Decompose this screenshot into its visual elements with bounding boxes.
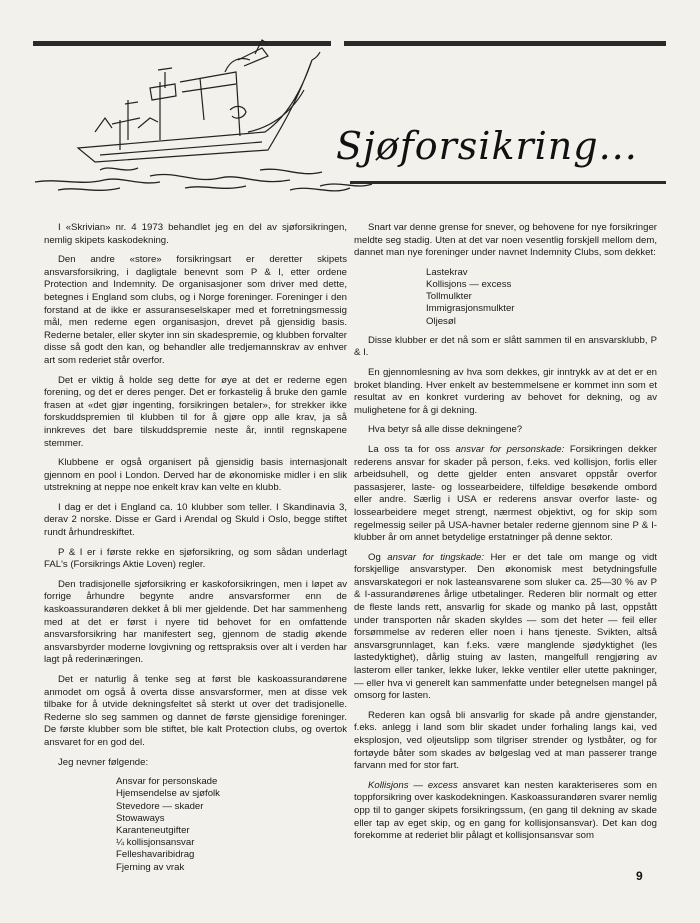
paragraph-body: ansvaret kan nesten karakteriseres som en toppforsikring over kaskodekningen. Kaskoassurandøren svarer nemlig opp til to ganger skipets forsikringssum, (en gang til dekning av skade eller tap av eget skip, og en gang for kollisjonsansvar). Det kan dog forekomme at rederiet blir pålagt et kollisjonsansvar som: [354, 779, 657, 842]
paragraph: Det er naturlig å tenke seg at først ble kaskoassurandørene anmodet om også å overta disse ansvarsformer, men at disse vek tilbake for å utvide dekningsfeltet så sterkt ut over det tradisjonelle. Rederne slo seg sammen og dannet de første gjensidige foreninger. De første klubber som ble stiftet, ble kalt Protection clubs, og overtok ansvaret for en god del.: [44, 674, 347, 748]
wave-lines: [35, 168, 372, 191]
paragraph: En gjennomlesning av hva som dekkes, gir inntrykk av at det er en broket blanding. Hver enkelt av bestemmelsene er kommet inn som et resultat av en konkret vurdering av behovet for dekning, og av mulighetene for å gi dekning.: [354, 366, 657, 416]
paragraph: Hva betyr så alle disse dekningene?: [368, 424, 523, 436]
ship-on-waves-illustration: [0, 0, 700, 205]
list-item: Stowaways: [116, 812, 165, 824]
list-item: Oljesøl: [426, 315, 456, 327]
list-item: Hjemsendelse av sjøfolk: [116, 788, 220, 800]
paragraph: Disse klubber er det nå som er slått sammen til en ansvarsklubb, P & I.: [354, 334, 657, 359]
paragraph-body: Her er det tale om mange og vidt forskjellige ansvarstyper. Den økonomisk mest betydningsfulle ansvarskategori er nok lasteansvarene som sluker ca. 25—30 % av P & I-assurandørenes årlige utbetalinger. Rederen blir normalt og etter de fleste lands rett, ansvarlig for skade og manko på last, oppstått under transporten når skaden skyldes — som det heter — feil eller forsømmelse av rederen eller noen i hans tjeneste. Svikten, altså ansvarsgrunnlaget, kan f.eks. være manglende sjødyktighet (les lastedyktighet), dårlig stuing av lasten, mangelfull rengjøring av lasterom eller tanker, lekke luker, lekke ventiler eller utette pakninger, — eller hva vi generelt kan sammenfatte under betegnelsen mangel på omsorg for lasten.: [354, 551, 657, 702]
coverage-list-indemnity: [354, 267, 657, 328]
paragraph-body: Forsikringen dekker rederens ansvar for skader på person, f.eks. ved kollisjon, forlis eller arbeidsuhell, og dette gjelder enten ansvaret oppstår overfor passasjerer, laste- og lossearbeidere, tilfeldige besøkende ombord eller andre. Særlig i USA er rederens ansvar overfor laste- og lossearbeidere meget strengt, nærmest objektivt, og for skip som regelmessig seiler på USA-havner betaler rederne gjennom sine P & I-klubber år om annet betydelige erstatninger på denne sektor.: [354, 443, 657, 544]
paragraph: P & I er i første rekke en sjøforsikring, og som sådan underlagt FAL's (Forsikrings Aktie Loven) regler.: [44, 546, 347, 571]
paragraph-lead: Og: [368, 551, 388, 563]
top-rule-right: [344, 41, 666, 46]
coverage-list-protection: [44, 776, 347, 874]
paragraph-emphasis: Kollisjons — excess: [368, 779, 458, 791]
paragraph: Klubbene er også organisert på gjensidig basis internasjonalt gjennom en pool i London. Derved har de økonomiske midler i en slik utstrekning at neppe noe enkelt krav kan velte en klubb.: [44, 457, 347, 494]
paragraph-lead: La oss ta for oss: [368, 443, 456, 455]
page-number: 9: [636, 869, 643, 883]
list-item: Tollmulkter: [426, 291, 472, 303]
paragraph: Jeg nevner følgende:: [58, 756, 149, 768]
top-rule-left: [33, 41, 331, 46]
right-column: [354, 222, 657, 850]
list-item: ¼ kollisjonsansvar: [116, 837, 195, 849]
paragraph: Rederen kan også bli ansvarlig for skade på andre gjenstander, f.eks. anlegg i land som blir skadet under forhaling langs kai, ved eksplosjon, ved oljeutslipp som tilgriser strender og lystbåter, og for fortøyde båter som skades av bølgeslag ved at man passerer trange farvann med for stor fart.: [354, 709, 657, 772]
paragraph: I «Skrivian» nr. 4 1973 behandlet jeg en del av sjøforsikringen, nemlig skipets kaskodekning.: [44, 222, 347, 246]
list-item: Stevedore — skader: [116, 800, 204, 812]
paragraph: [354, 780, 657, 843]
list-item: Ansvar for personskade: [116, 776, 218, 788]
list-item: Kollisjons — excess: [426, 278, 512, 290]
paragraph: [354, 552, 657, 703]
paragraph-emphasis: ansvar for personskade:: [455, 443, 565, 455]
ship-sketch: [78, 40, 320, 162]
paragraph: Det er viktig å holde seg dette for øye at det er rederne egen forening, og det er deres penger. Det er forkastelig å bruke den gamle frasen at «det gjør ingenting, forsikringen betaler», for strekker ikke forskuddspremien til klubben til for å gjøre opp alle krav, ja så innkreves det bare tilskuddspremie neste år, inntil regnskapene stemmer.: [44, 374, 347, 449]
article-header: [0, 0, 700, 205]
paragraph: Snart var denne grense for snever, og behovene for nye forsikringer meldte seg stadig. Uten at det var noen vesentlig forskjell mellom dem, dannet man nye foreninger under navnet Indemnity Clubs, som dekket:: [354, 222, 657, 259]
list-item: Karanteneutgifter: [116, 824, 190, 836]
paragraph: Den andre «store» forsikringsart er deretter skipets ansvarsforsikring, i dagligtale benevnt som P & I, etter ordene Protection and Indemnity. De organisasjoner som driver med dette, betegnes i England som clubs, og i Norge foreninger. Foreninger i den forstand at de ikke er assuranseselskaper med et forretningsmessig mål, men rederne egen organisasjon, drevet på gjensidig basis. Rederne betaler, eller skyter inn sin skadespremie, og klubben forvalter disse så godt den kan, og behandler alle tredjemannskrav av enhver art som rederiet står overfor.: [44, 254, 347, 366]
left-column: [44, 222, 347, 881]
paragraph: I dag er det i England ca. 10 klubber som teller. I Skandinavia 3, derav 2 norske. Disse er Gard i Arendal og Skuld i Oslo, begge stiftet rundt århundreskiftet.: [44, 501, 347, 539]
list-item: Felleshavaribidrag: [116, 849, 195, 861]
list-item: Fjerning av vrak: [116, 861, 185, 873]
paragraph-emphasis: ansvar for tingskade:: [387, 551, 485, 563]
paragraph: Den tradisjonelle sjøforsikring er kaskoforsikringen, men i løpet av forrige århundre begynte andre ansvarsformer enn de kaskoassurandøren dekket å bli mer gjeldende. Det har sammenheng med at det er først i nyere tid behovet for en omfattende ansvarsforsikring har manifestert seg, gjennom de stadig økende ansvarsbyrder moderne lovgivning og rettspraksis over alt i verden har lagt på rederinæringen.: [44, 578, 347, 666]
list-item: Lastekrav: [426, 266, 468, 278]
paragraph: [354, 444, 657, 545]
header-bottom-rule: [350, 181, 666, 184]
article-title: Sjøforsikring...: [336, 124, 638, 168]
list-item: Immigrasjonsmulkter: [426, 303, 515, 315]
